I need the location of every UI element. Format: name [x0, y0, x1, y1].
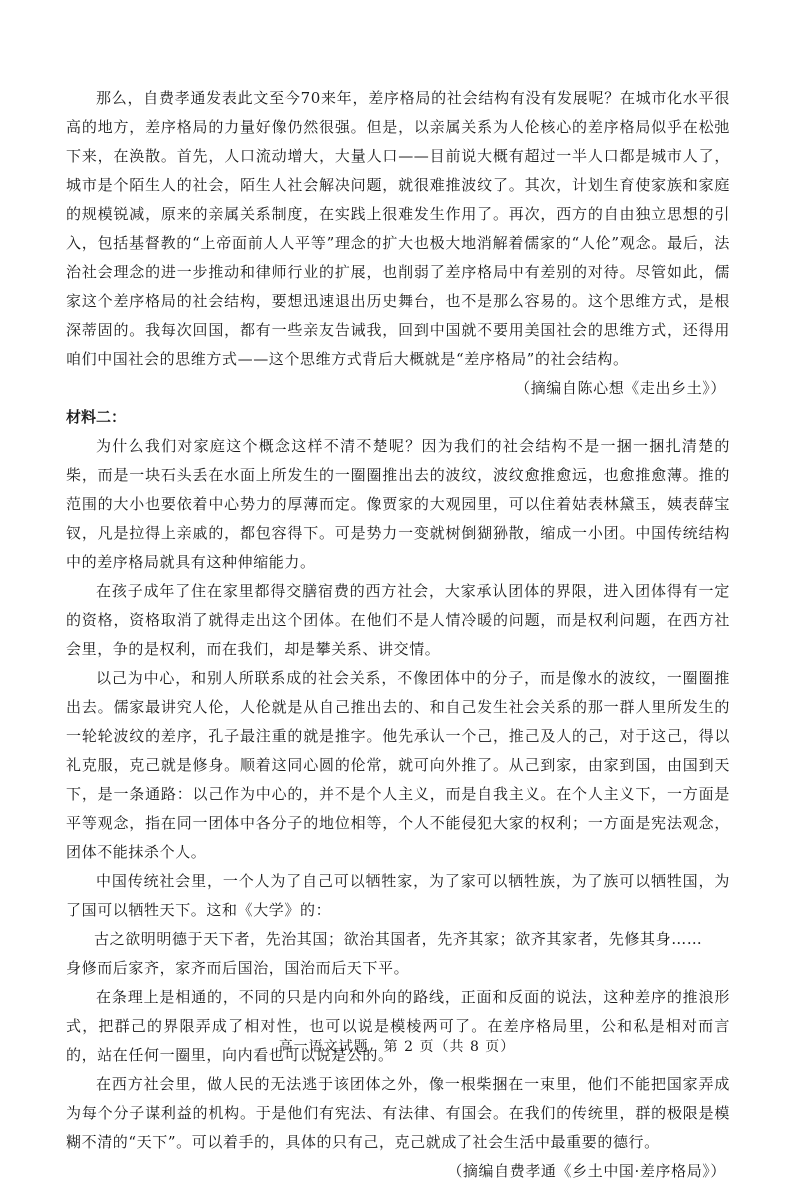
material2-paragraph-2: 在孩子成年了住在家里都得交膳宿费的西方社会，大家承认团体的界限，进入团体得有一定的资格，资格取消了就得走出这个团体。在他们不是人情冷暖的问题，而是权利问题，在西方社会里，争的是权利，而在我们，却是攀关系、讲交情。 [66, 582, 730, 658]
material2-paragraph-6: 在西方社会里，做人民的无法逃于该团体之外，像一根柴捆在一束里，他们不能把国家弄成为每个分子谋利益的机构。于是他们有宪法、有法律、有国会。在我们的传统里，群的极限是模糊不清的“天下”。可以着手的，具体的只有己，克己就成了社会生活中最重要的德行。 [66, 1075, 730, 1151]
daxue-quote-line-2: 身修而后家齐，家齐而后国治，国治而后天下平。 [66, 959, 410, 977]
material1-paragraph: 那么，自费孝通发表此文至今70来年，差序格局的社会结构有没有发展呢？在城市化水平很高的地方，差序格局的力量好像仍然很强。但是，以亲属关系为人伦核心的差序格局似乎在松弛下来，在涣散。首先，人口流动增大，大量人口——目前说大概有超过一半人口都是城市人了，城市是个陌生人的社会，陌生人社会解决问题，就很难推波纹了。其次，计划生育使家族和家庭的规模锐减，原来的亲属关系制度，在实践上很难发生作用了。再次，西方的自由独立思想的引入，包括基督教的“上帝面前人人平等”理念的扩大也极大地消解着儒家的“人伦”观念。最后，法治社会理念的进一步推动和律师行业的扩展，也削弱了差序格局中有差别的对待。尽管如此，儒家这个差序格局的社会结构，要想迅速退出历史舞台，也不是那么容易的。这个思维方式，是根深蒂固的。我每次回国，都有一些亲友告诫我，回到中国就不要用美国社会的思维方式，还得用咱们中国社会的思维方式——这个思维方式背后大概就是“差序格局”的社会结构。 [66, 89, 730, 368]
daxue-quote-line-1: 古之欲明明德于天下者，先治其国；欲治其国者，先齐其家；欲齐其家者，先修其身…… [94, 930, 703, 948]
material2-source: （摘编自费孝通《乡土中国·差序格局》） [447, 1162, 726, 1180]
material2-heading: 材料二： [66, 408, 127, 426]
material2-paragraph-1: 为什么我们对家庭这个概念这样不清不楚呢？因为我们的社会结构不是一捆一捆扎清楚的柴，而是一块石头丢在水面上所发生的一圈圈推出去的波纹，波纹愈推愈远，也愈推愈薄。推的范围的大小也要依着中心势力的厚薄而定。像贾家的大观园里，可以住着姑表林黛玉，姨表薛宝钗，凡是拉得上亲戚的，都包容得下。可是势力一变就树倒猢狲散，缩成一小团。中国传统结构中的差序格局就具有这种伸缩能力。 [66, 437, 730, 571]
material2-paragraph-5: 在条理上是相通的，不同的只是内向和外向的路线，正面和反面的说法，这种差序的推浪形式，把群己的界限弄成了相对性，也可以说是模棱两可了。在差序格局里，公和私是相对而言的，站在任何一圈里，向内看也可以说是公的。 [66, 988, 730, 1064]
page-footer: 高一语文试题 第 2 页（共 8 页） [278, 1039, 516, 1055]
material2-paragraph-3: 以己为中心，和别人所联系成的社会关系，不像团体中的分子，而是像水的波纹，一圈圈推出去。儒家最讲究人伦，人伦就是从自己推出去的、和自己发生社会关系的那一群人里所发生的一轮轮波纹的差序，孔子最注重的就是推字。他先承认一个己，推己及人的己，对于这己，得以礼克服，克己就是修身。顺着这同心圆的伦常，就可向外推了。从己到家，由家到国，由国到天下，是一条通路：以己作为中心的，并不是个人主义，而是自我主义。在个人主义下，一方面是平等观念，指在同一团体中各分子的地位相等，个人不能侵犯大家的权利；一方面是宪法观念，团体不能抹杀个人。 [66, 669, 730, 861]
material1-source: （摘编自陈心想《走出乡土》） [515, 379, 726, 397]
document-body [66, 84, 730, 1186]
material2-paragraph-4: 中国传统社会里，一个人为了自己可以牺牲家，为了家可以牺牲族，为了族可以牺牲国，为了国可以牺牲天下。这和《大学》的： [66, 872, 730, 919]
